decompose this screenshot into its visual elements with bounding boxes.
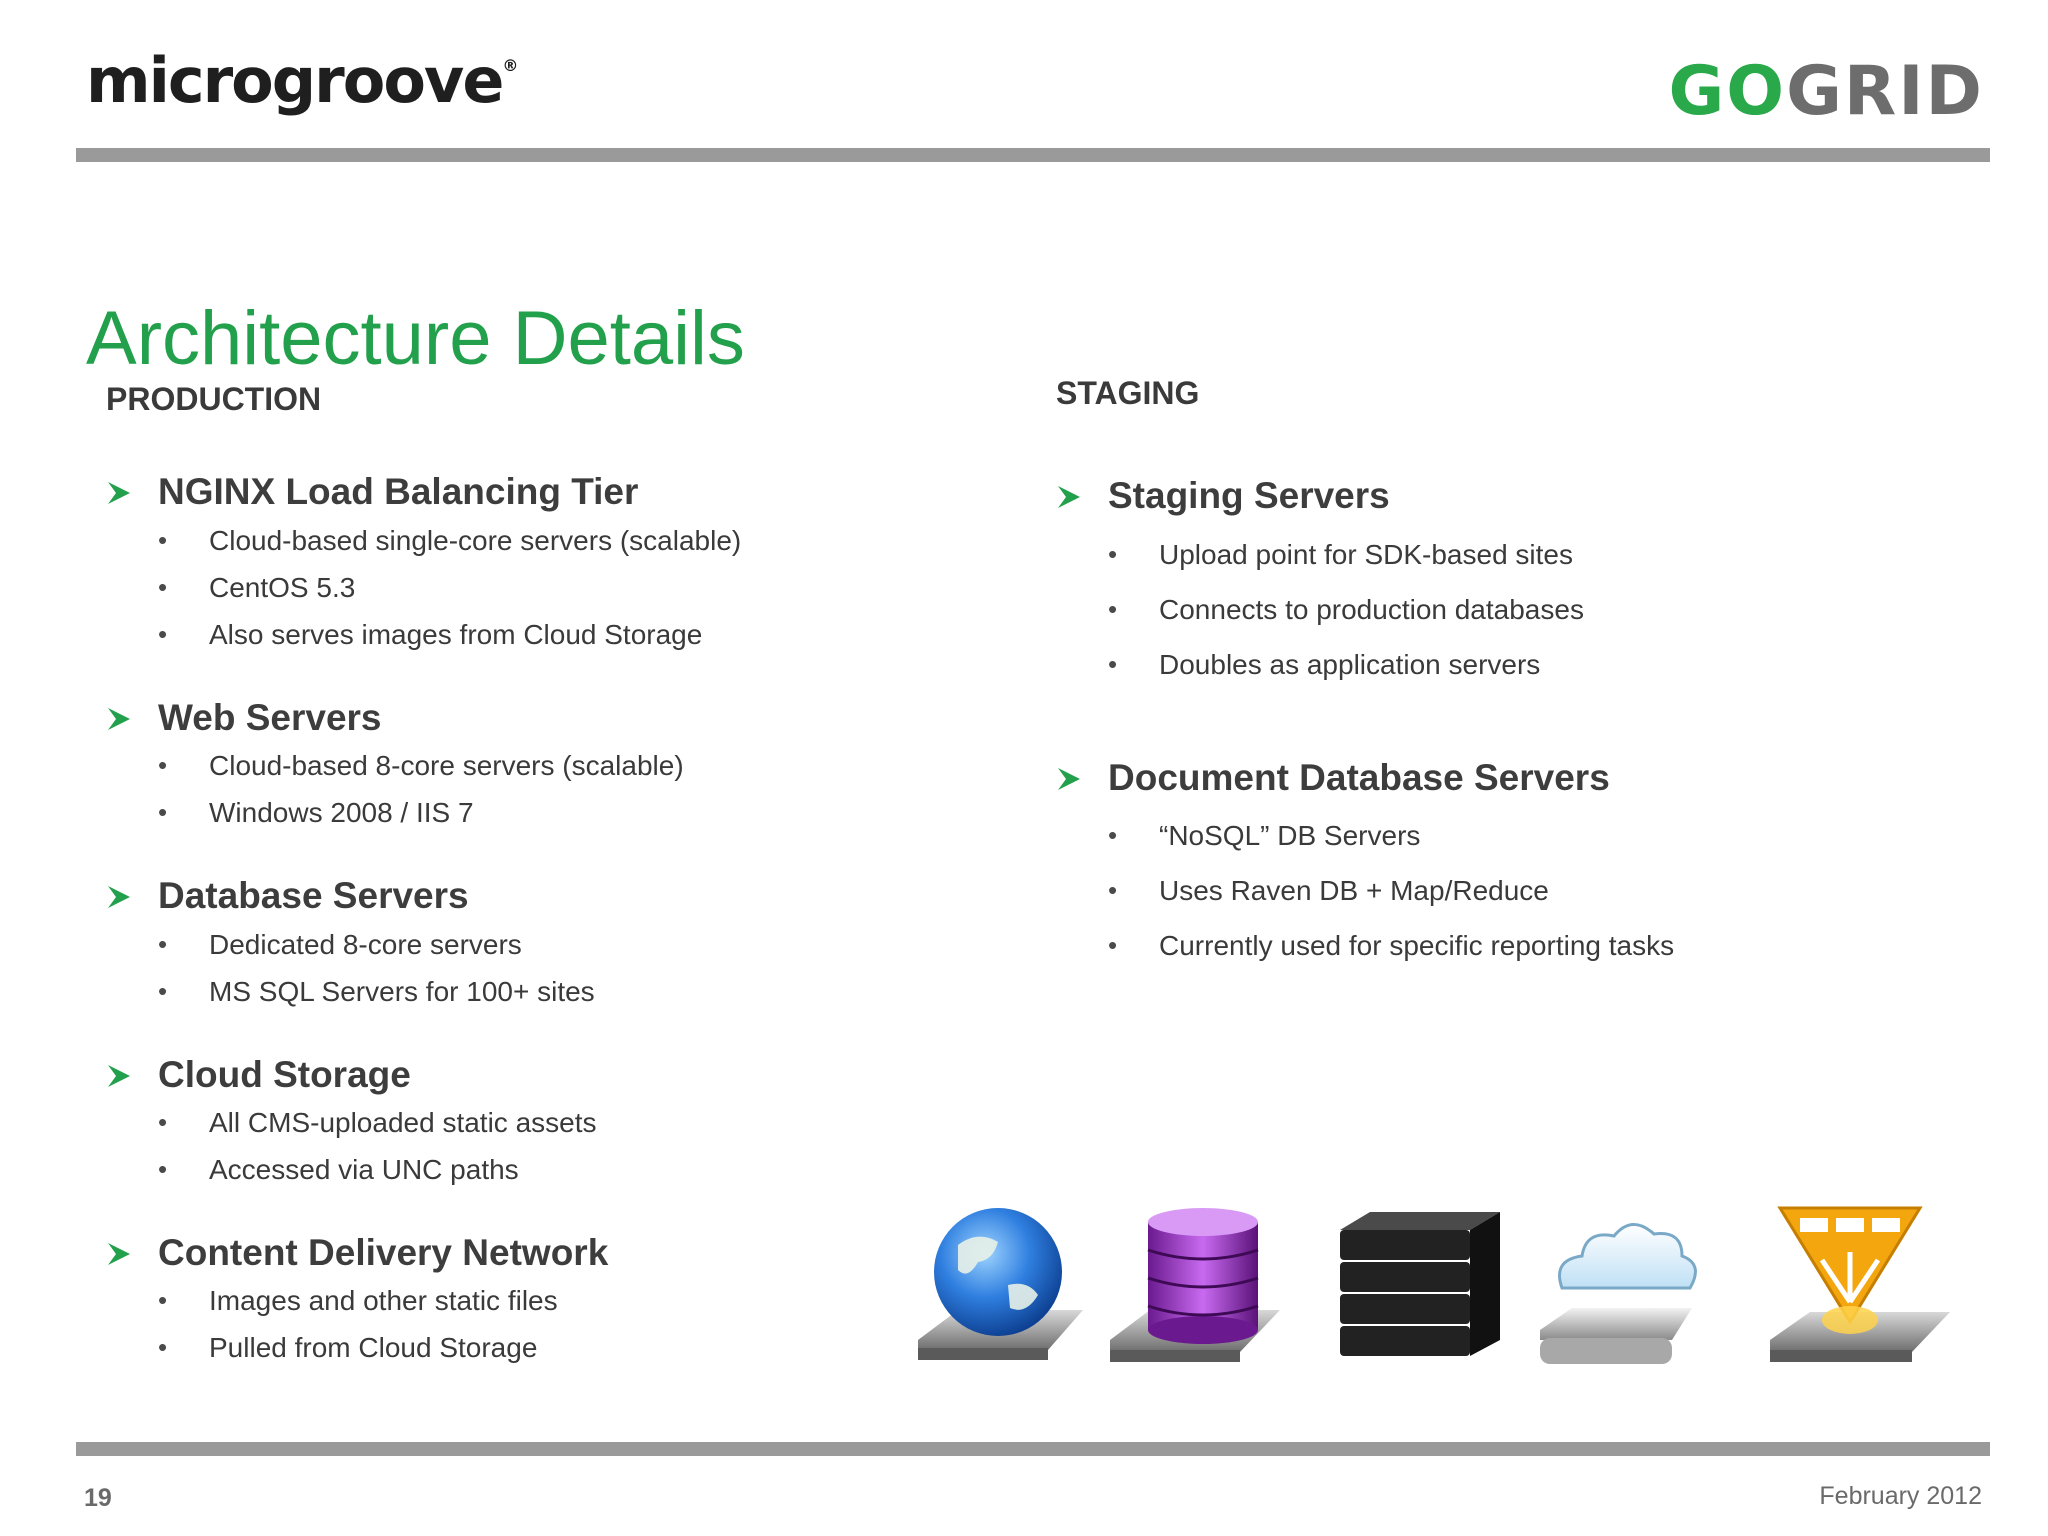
logo-right-grid: GRID (1786, 52, 1984, 131)
section-title (106, 470, 866, 514)
section-title-text: Staging Servers (1108, 475, 1390, 517)
section-title-text: Web Servers (158, 696, 382, 738)
section-title-text: Document Database Servers (1108, 756, 1610, 798)
section-title (1056, 756, 1816, 800)
production-section (106, 470, 866, 657)
staging-column (1056, 374, 1816, 973)
list-item: • Connects to production databases (1056, 582, 1816, 637)
section-title-text: NGINX Load Balancing Tier (158, 471, 639, 513)
slide-title: Architecture Details (86, 295, 745, 381)
chevron-right-icon (106, 1063, 132, 1089)
list-item: • Also serves images from Cloud Storage (106, 611, 866, 658)
production-heading: PRODUCTION (106, 381, 322, 417)
logo-right-g: G (1668, 52, 1727, 131)
server-stack-icon (1320, 1190, 1520, 1390)
chevron-right-icon (1056, 766, 1082, 792)
chevron-right-icon (106, 480, 132, 506)
staging-heading: STAGING (1056, 375, 1200, 411)
server-icons-row (890, 1190, 2000, 1410)
section-title (1056, 474, 1816, 518)
list-item: • Cloud-based single-core servers (scalable) (106, 517, 866, 564)
list-item: • “NoSQL” DB Servers (1056, 808, 1816, 863)
database-server-icon (1100, 1190, 1300, 1390)
staging-section (1056, 756, 1816, 973)
list-item: • All CMS-uploaded static assets (106, 1099, 866, 1146)
gogrid-logo (1668, 52, 1984, 131)
list-item: • Windows 2008 / IIS 7 (106, 789, 866, 836)
production-section (106, 1231, 866, 1371)
section-title (106, 696, 866, 740)
section-title (106, 874, 866, 918)
production-column (106, 380, 866, 1371)
production-section (106, 696, 866, 836)
footer-date: February 2012 (1819, 1482, 1982, 1510)
list-item: • MS SQL Servers for 100+ sites (106, 968, 866, 1015)
list-item: • Dedicated 8-core servers (106, 921, 866, 968)
logo-registered-mark: ® (502, 56, 517, 75)
list-item: • Currently used for specific reporting tasks (1056, 918, 1816, 973)
list-item: • Accessed via UNC paths (106, 1146, 866, 1193)
list-item: • Pulled from Cloud Storage (106, 1324, 866, 1371)
chevron-right-icon (106, 706, 132, 732)
list-item: • Uses Raven DB + Map/Reduce (1056, 863, 1816, 918)
logo-right-power-o: O (1726, 52, 1787, 131)
production-section (106, 1053, 866, 1193)
chevron-right-icon (1056, 484, 1082, 510)
footer-divider (76, 1442, 1990, 1456)
microgroove-logo (86, 44, 516, 117)
production-section (106, 874, 866, 1014)
chevron-right-icon (106, 884, 132, 910)
section-title-text: Database Servers (158, 875, 469, 917)
list-item: • CentOS 5.3 (106, 564, 866, 611)
section-title (106, 1231, 866, 1275)
staging-section (1056, 474, 1816, 691)
section-title-text: Cloud Storage (158, 1053, 411, 1095)
list-item: • Images and other static files (106, 1277, 866, 1324)
load-balancer-icon (1750, 1190, 1950, 1390)
section-title (106, 1053, 866, 1097)
logo-left-text: microgroove (86, 44, 503, 117)
chevron-right-icon (106, 1241, 132, 1267)
header-divider (76, 148, 1990, 162)
cloud-storage-icon (1522, 1190, 1722, 1390)
list-item: • Upload point for SDK-based sites (1056, 527, 1816, 582)
list-item: • Cloud-based 8-core servers (scalable) (106, 742, 866, 789)
section-title-text: Content Delivery Network (158, 1231, 609, 1273)
globe-server-icon (898, 1190, 1098, 1390)
list-item: • Doubles as application servers (1056, 637, 1816, 692)
page-number: 19 (84, 1484, 112, 1512)
